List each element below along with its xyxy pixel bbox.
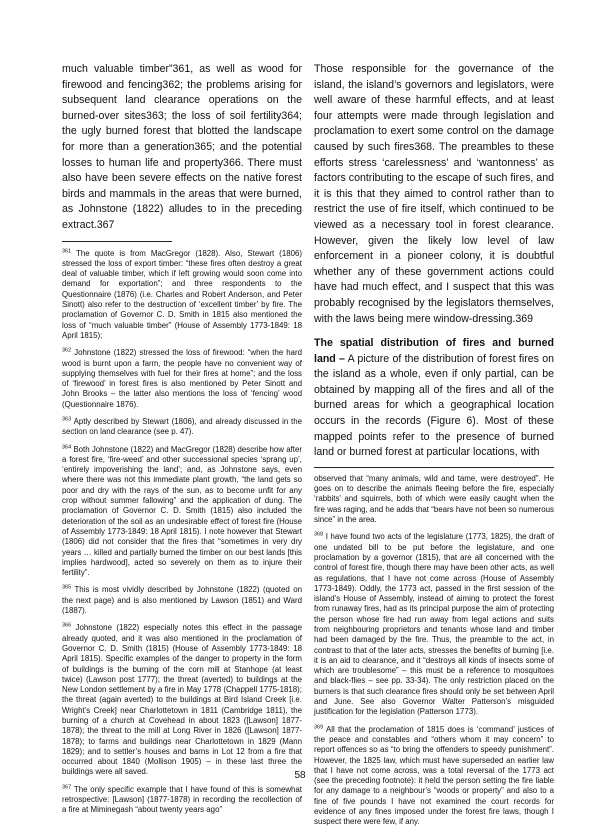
body-paragraph-right-2 — [314, 336, 554, 461]
footnote-text: Johnstone (1822) especially notes this effect in the passage already quoted, and it was also mentioned in the proclamation of Governor C. D. Smith (1815) (House of Assembly 1773-1849: 18 April 1815). Specific examples of the danger to property in the form of buildings is the burning of the corn mill at Stanhope (at least twice) (Lawson post 1777); the threat (averted) to buildings at the New London settlement by a fire in May 1778 (Chappell 1775-1818); the threat (again averted) to the buildings at Bird Island Creek [i.e. Wright’s Creek] near Charlottetown in 1811 (Cambridge 1811), the burning of a church at Covehead in about 1823 ([Lawson] 1877-1878); the threat to the mill at Long River in 1826 ([Lawson] 1877-1878); to farms and buildings near Charlottetown in 1829 (Mann 1829); and to settler’s houses and barns in Lot 12 from a fire that occurred about 1840 (Mollison 1905) – in these last three the buildings were all saved. — [62, 623, 302, 777]
left-column — [62, 62, 302, 823]
footnote-number: 365 — [62, 584, 72, 591]
footnote-text: Aptly described by Stewart (1806), and already discussed in the section on land clearance (see p. 47). — [62, 416, 302, 437]
footnotes-right — [314, 532, 554, 827]
footnote-text: Johnstone (1822) stressed the loss of firewood: “when the hard wood is burnt upon a farm, the people have no convenient way of supplying themselves with fuel for their fires at home”; and the loss of ‘firewood’ in forest fires is also mentioned by Peter Sinott and John Brooks – the latter also mentions the loss of ‘fencing’ wood (Questionnaire 1876). — [62, 348, 302, 409]
footnote-divider — [62, 241, 172, 242]
footnote-365 — [62, 585, 302, 616]
footnote-364 — [62, 445, 302, 579]
footnote-number: 362 — [62, 347, 72, 354]
footnote-number: 367 — [62, 784, 72, 791]
footnote-362 — [62, 348, 302, 410]
footnote-continuation: observed that “many animals, wild and tame, were destroyed”. He goes on to describe the animals fleeing before the fire, especially ‘rabbits’ and squirrels, both of which were easily caught when the fire was raging, and he adds that “bears have not been so numerous since” in the area. — [314, 473, 554, 525]
footnote-number: 366 — [62, 622, 72, 629]
footnote-text: The only specific example that I have found of this is somewhat retrospective: [Lawson] (1877-1878) in recording the recollection of a fire at Miminegash “about twenty years ago” — [62, 784, 302, 815]
footnotes-left — [62, 249, 302, 816]
body-paragraph-right-2-text: A picture of the distribution of forest fires on the island as a whole, even if only partial, can be obtained by mapping all of the fires and all of the burned areas for which a geographical location occurs in the records (Figure 6). Most of these mapped points refer to the presence of burned land or burned forest at particular locations, with — [314, 352, 554, 459]
footnote-363 — [62, 417, 302, 438]
page-number: 58 — [294, 770, 306, 781]
footnote-text: I have found two acts of the legislature (1773, 1825), the draft of one undated bill to be put before the legislature, and one proclamation by a governor (1815), that are all concerned with the control of forest fire, though there may have been other acts, as well as regulations, that I have not come across (House of Assembly 1773-1849). Oddly, the 1773 act, passed in the first session of the island’s House of Assembly, instead of aiming to protect the forest from runaway fires, had as its principal purpose the aim of protecting the person whose fire had run away from legal actions and suits from neighbouring proprietors and tenants whose land and timber had been damaged by the fire. Thus, the preamble to the act, in contrast to that of the later acts, stresses the benefits of burning [i.e. it is an aid to clearance, and it “destroys all kinds of insects some of which are troublesome” – this must be a reference to mosquitoes and black-flies – see pp. 33-34). The only restriction placed on the burners is that such clearance fires should only be set between April and June. See also Governor Walter Patterson’s misguided justification for the legislation (Patterson 1773). — [314, 532, 554, 717]
footnote-text: Both Johnstone (1822) and MacGregor (1828) describe how after a forest fire, ‘fire-weed’ and other successional species ‘sprang up’, ‘entirely impoverishing the land’; and, as Johnstone says, even where there was not this immediate plant growth, “the land gets so poor and dry with the rays of the sun, as to become unfit for any crop without summer fallowing” and the application of dung. The proclamation of Governor C. D. Smith (1815) also included the deterioration of the soil as an undesirable effect of forest fire (House of Assembly 1773-1849: 18 April 1815). I note however that Stewart (1806) did not consider that the fires that “sometimes in very dry years … killed and partially burned the timber on our best lands [this implies hardwood], acted so severely on them as to injure their fertility”. — [62, 444, 302, 578]
footnote-361 — [62, 249, 302, 342]
footnote-number: 363 — [62, 416, 72, 423]
body-paragraph-left: much valuable timber”361, as well as wood for firewood and fencing362; the problems arising for subsequent land clearance operations on the burned-over sites363; the loss of soil fertility364; the ugly burned forest that blotted the landscape for more than a generation365; and the potential losses to human life and property366. There must also have been severe effects on the native forest birds and mammals in the areas that were burned, as Johnstone (1822) alludes to in the preceding extract.367 — [62, 63, 302, 231]
footnote-text: All that the proclamation of 1815 does is ‘command’ justices of the peace and constables and “others whom it may concern” to report offences so as “to bring the offenders to speedy punishment”. However, the 1825 law, which must have superseded an earlier law that I have not come across, was a total reversal of the 1773 act (see the preceding footnote): it held the person setting the fire liable for any damage to a neighbour’s “woods or property” and also to a fine of five pounds I have not examined the court records for evidence of any fines imposed under the forest fire laws, though I suspect there were few, if any. — [314, 724, 554, 827]
footnote-number: 368 — [314, 531, 324, 538]
footnote-number: 364 — [62, 443, 72, 450]
footnote-number: 369 — [314, 724, 324, 731]
footnote-366 — [62, 623, 302, 777]
footnote-367 — [62, 785, 302, 816]
footnote-divider-right — [314, 467, 554, 468]
footnote-368 — [314, 532, 554, 717]
section-heading: The spatial distribution of fires and burned land – — [314, 337, 554, 365]
footnote-text: This is most vividly described by Johnstone (1822) (quoted on the next page) and is also mentioned by Lawson (1851) and Ward (1887). — [62, 585, 302, 616]
footnote-text: The quote is from MacGregor (1828). Also, Stewart (1806) stressed the loss of export timber: “these fires often destroy a great deal of valuable timber, which if left growing would soon come into demand for exportation”; and three respondents to the Questionnaire (1876) (i.e. Charles and Robert Anderson, and Peter Sinott) also refer to the destruction of ‘excellent timber’ by fire. The proclamation of Governor C. D. Smith in 1815 also mentioned the loss of “much valuable timber” (House of Assembly 1773-1849: 18 April 1815); — [62, 248, 302, 340]
footnote-number: 361 — [62, 247, 72, 254]
right-column — [314, 62, 554, 835]
body-paragraph-right-1: Those responsible for the governance of the island, the island’s governors and legislators, were well aware of these harmful effects, and at least four attempts were made through legislation and proclamation to exert some control on the damage caused by such fires368. The preambles to these efforts stress ‘carelessness’ and ‘wantonness’ as factors contributing to the escape of such fires, and it is this that they aimed to control rather than to restrict the use of fire itself, which continued to be viewed as a necessary tool in forest clearance. However, given the likely low level of law enforcement in a pioneer colony, it is doubtful whether any of these government actions could have had much effect, and I suspect that this was probably recognised by the legislators themselves, with the laws being mere window-dressing.369 — [314, 63, 554, 325]
